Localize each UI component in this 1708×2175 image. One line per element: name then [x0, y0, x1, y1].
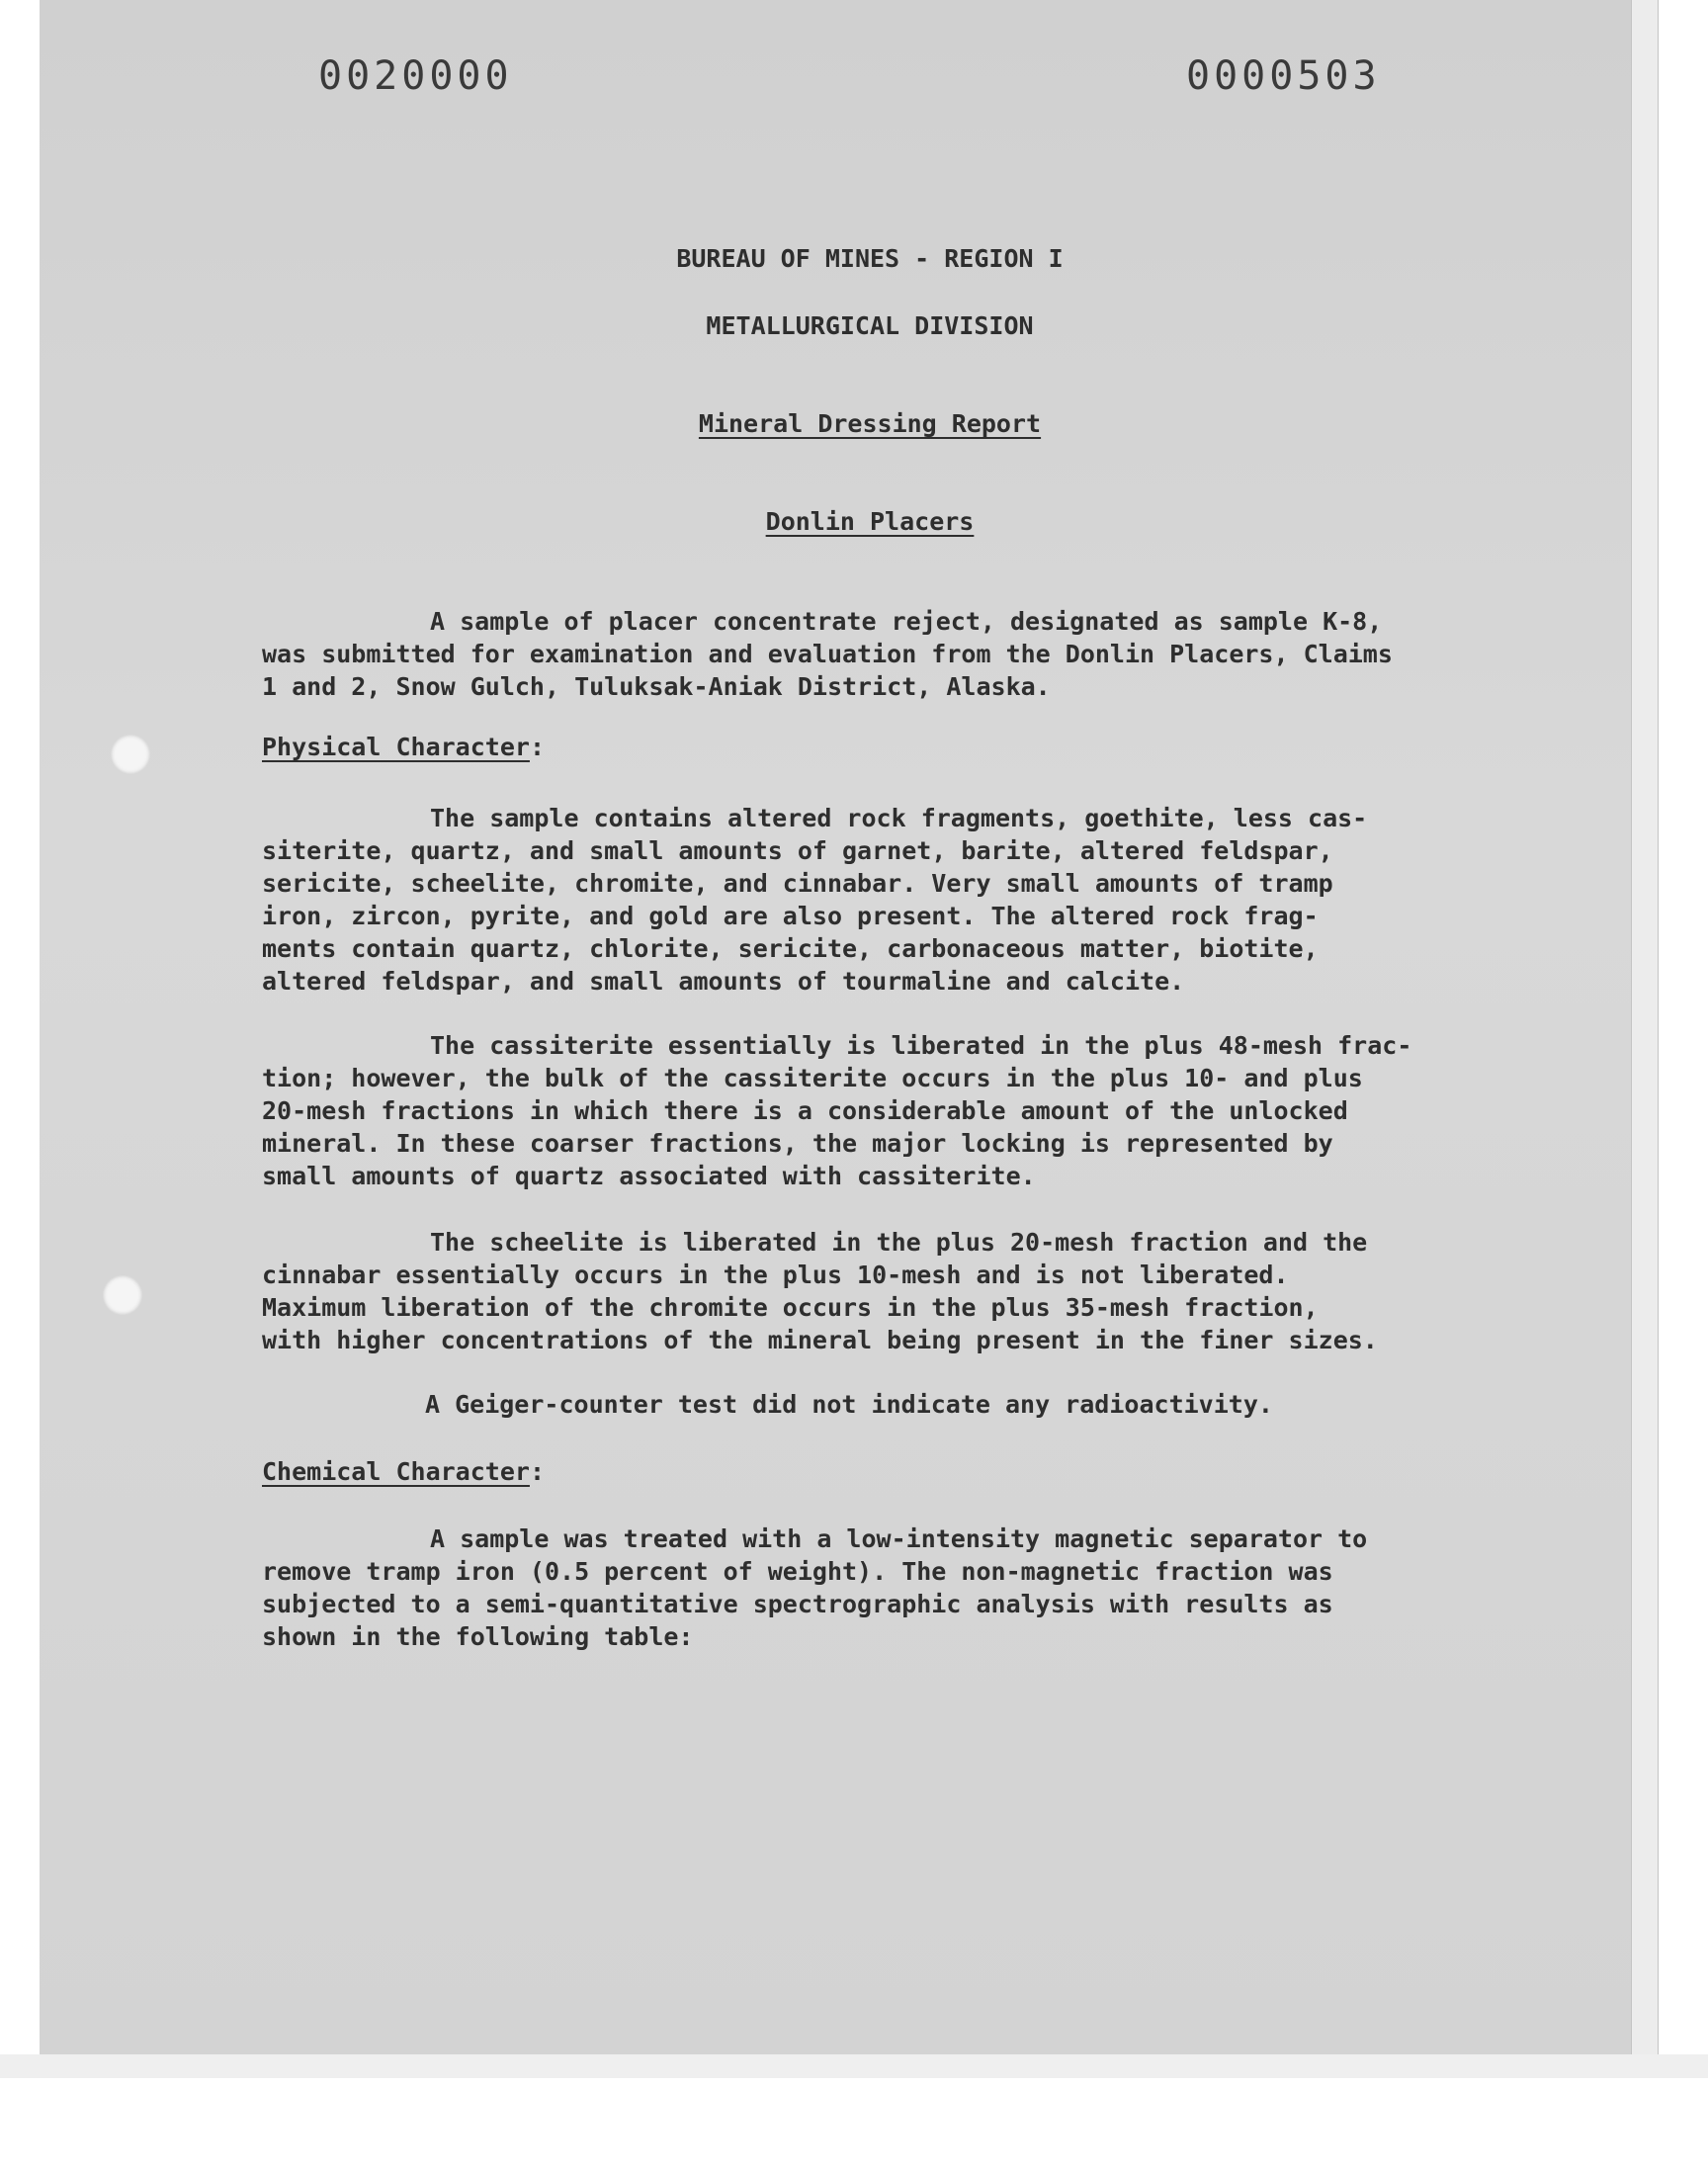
physical-character-colon: :: [529, 733, 545, 761]
physical-character-label: Physical Character: [262, 733, 530, 761]
division-heading: METALLURGICAL DIVISION: [706, 311, 1034, 340]
intro-paragraph: A sample of placer concentrate reject, designated as sample K-8, was submitted for examination and evaluation from the Donlin Placers, Claims 1 and 2, Snow Gulch, Tuluksak-Aniak District, Alaska.: [262, 607, 1393, 701]
physical-paragraph-2: The cassiterite essentially is liberated in the plus 48-mesh frac- tion; however, the bulk of the cassiterite occurs in the plus 10- and plus 20-mesh fractions in which there is a considerable amount of the unlocked mineral. In these coarser fractions, the major locking is represented by small amounts of quartz associated with cassiterite.: [262, 1031, 1412, 1190]
punch-hole-icon: [103, 1275, 142, 1315]
physical-paragraph-1: The sample contains altered rock fragments, goethite, less cas- siterite, quartz, and small amounts of garnet, barite, altered feldspar, sericite, scheelite, chromite, and cinnabar. Very small amounts of tramp iron, zircon, pyrite, and gold are also present. The altered rock frag- ments contain quartz, chlorite, sericite, carbonaceous matter, biotite, altered feldspar, and small amounts of tourmaline and calcite.: [262, 804, 1368, 996]
chemical-character-label: Chemical Character: [262, 1457, 530, 1486]
stamp-number-left: 0020000: [318, 53, 513, 99]
document-page: [40, 0, 1631, 2054]
chemical-paragraph-1: A sample was treated with a low-intensity magnetic separator to remove tramp iron (0.5 percent of weight). The non-magnetic fraction was subjected to a semi-quantitative spectrographic analysis with results as shown in the following table:: [262, 1524, 1368, 1651]
scan-bottom-margin: [0, 2054, 1708, 2078]
stamp-number-right: 0000503: [1186, 53, 1381, 99]
agency-heading: BUREAU OF MINES - REGION I: [676, 244, 1064, 273]
chemical-character-heading: [262, 1457, 545, 1486]
physical-character-heading: [262, 733, 545, 761]
physical-paragraph-4: A Geiger-counter test did not indicate any radioactivity.: [425, 1390, 1273, 1419]
report-subject: Donlin Placers: [765, 507, 975, 536]
physical-paragraph-3: The scheelite is liberated in the plus 20-mesh fraction and the cinnabar essentially occurs in the plus 10-mesh and is not liberated. Maximum liberation of the chromite occurs in the plus 35-mesh fraction, with higher concentrations of the mineral being present in the finer sizes.: [262, 1228, 1378, 1354]
chemical-character-colon: :: [529, 1457, 545, 1486]
page-backing-edge: [1631, 0, 1659, 2066]
report-title: Mineral Dressing Report: [698, 409, 1042, 438]
punch-hole-icon: [111, 735, 150, 774]
